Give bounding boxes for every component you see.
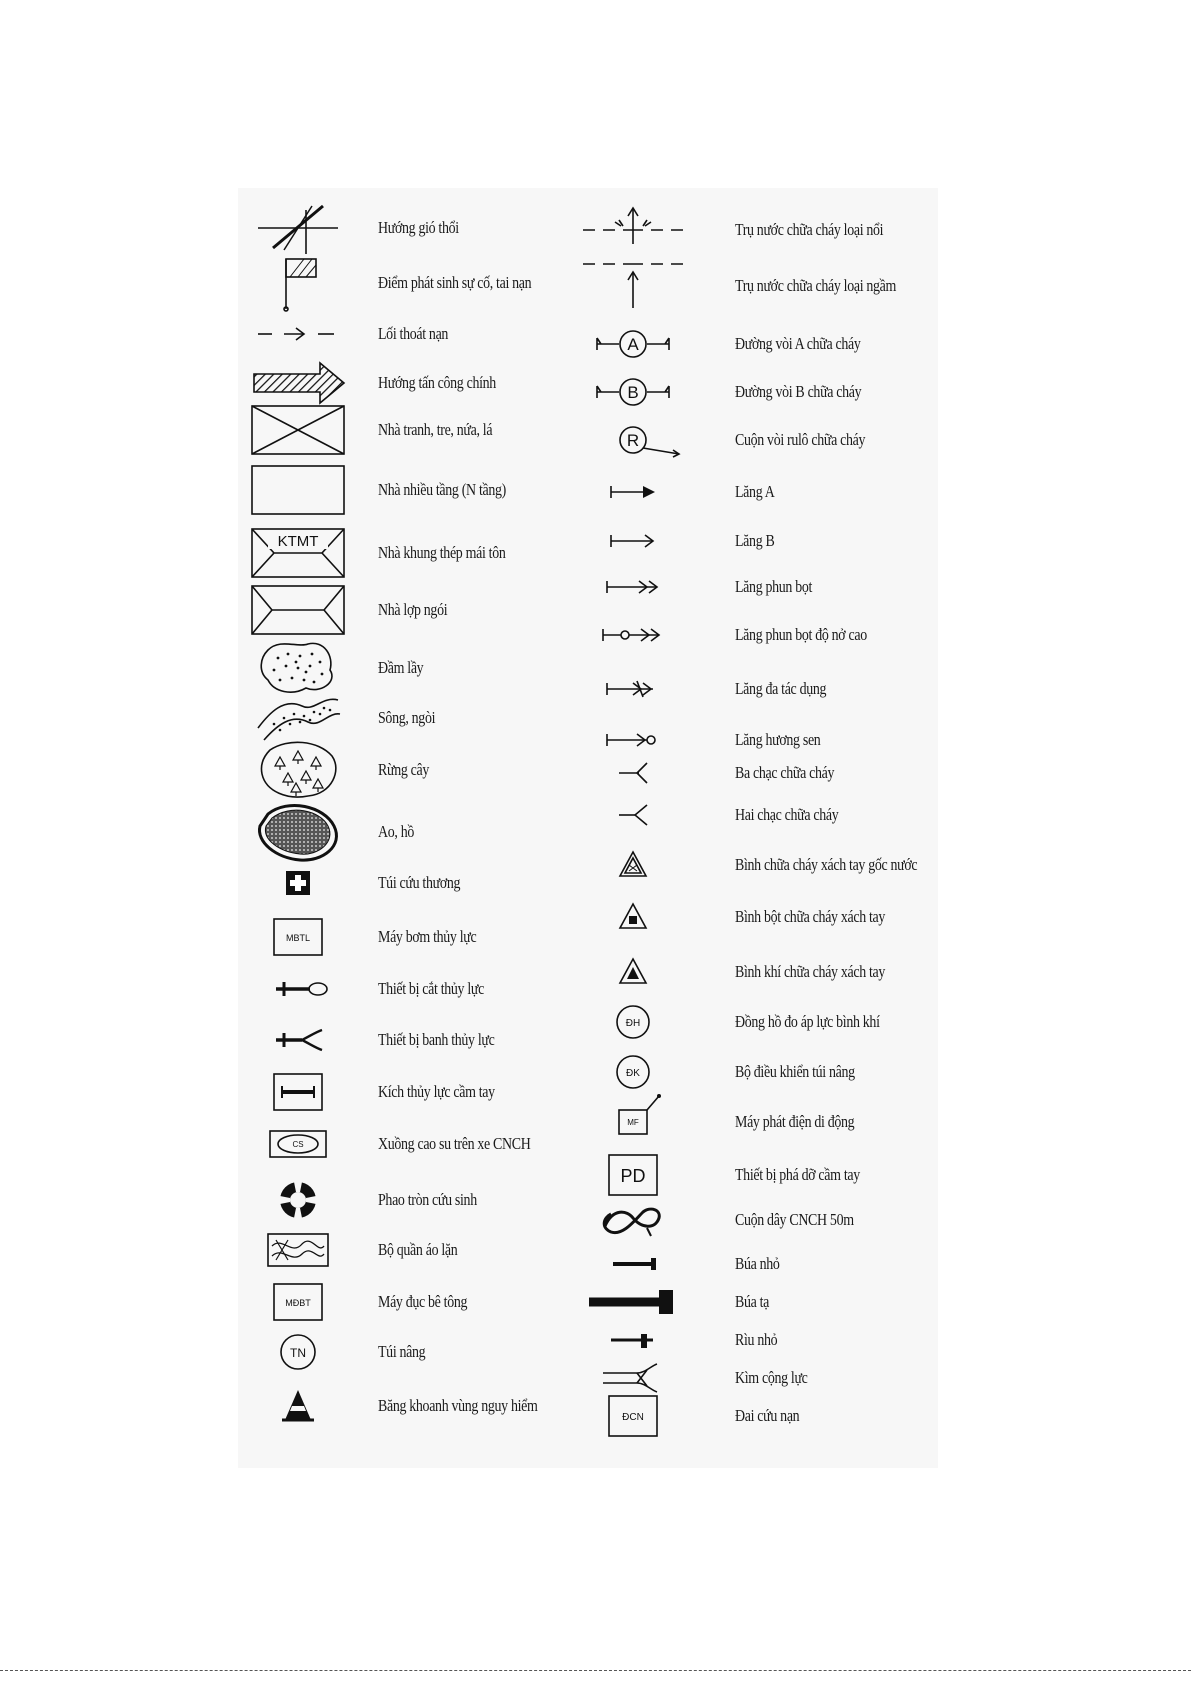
- legend-label: Nhà tranh, tre, nứa, lá: [378, 420, 493, 439]
- legend-label: Rừng cây: [378, 760, 430, 779]
- legend-label: Búa tạ: [735, 1292, 770, 1311]
- legend-label: Thiết bị banh thủy lực: [378, 1030, 495, 1049]
- legend-label: Lối thoát nạn: [378, 324, 449, 343]
- legend-label: Lăng phun bọt độ nở cao: [735, 625, 867, 644]
- hydraulic-jack-icon: [248, 1062, 348, 1122]
- legend-label: Sông, ngòi: [378, 708, 436, 727]
- multi-storey-house-icon: [248, 460, 348, 520]
- wind-direction-icon: [248, 198, 348, 258]
- legend-label: Túi nâng: [378, 1342, 426, 1361]
- lifting-bag-icon: [248, 1322, 348, 1382]
- legend-label: Lăng A: [735, 482, 775, 501]
- hydraulic-spreader-icon: [248, 1010, 348, 1070]
- legend-label: Điểm phát sinh sự cố, tai nạn: [378, 273, 532, 292]
- bamboo-house-icon: [248, 400, 348, 460]
- legend-label: Kích thủy lực cầm tay: [378, 1082, 495, 1101]
- legend-label: Máy bơm thủy lực: [378, 927, 477, 946]
- legend-label: Ba chạc chữa cháy: [735, 763, 835, 782]
- legend-label: Túi cứu thương: [378, 873, 461, 892]
- legend-label: Cuộn dây CNCH 50m: [735, 1210, 854, 1229]
- underground-hydrant-icon: [583, 256, 683, 316]
- legend-label: Đầm lầy: [378, 658, 424, 677]
- symbol-code: ĐCN: [622, 1412, 644, 1423]
- legend-label: Bộ điều khiển túi nâng: [735, 1062, 855, 1081]
- hydraulic-pump-icon: [248, 907, 348, 967]
- symbol-code: MF: [627, 1118, 639, 1127]
- hose-reel-icon: [583, 410, 683, 470]
- legend-label: Bình bột chữa cháy xách tay: [735, 907, 886, 926]
- above-ground-hydrant-icon: [583, 200, 683, 260]
- hazard-cone-icon: [248, 1376, 348, 1436]
- powder-extinguisher-icon: [583, 887, 683, 947]
- legend-label: Đường vòi A chữa cháy: [735, 334, 861, 353]
- legend-label: Kìm cộng lực: [735, 1368, 808, 1387]
- steel-frame-house-icon: [248, 523, 348, 583]
- symbol-code: MĐBT: [285, 1298, 311, 1308]
- legend-label: Cuộn vòi rulô chữa cháy: [735, 430, 866, 449]
- legend-label: Ao, hồ: [378, 822, 414, 841]
- water-extinguisher-icon: [583, 835, 683, 895]
- legend-label: Thiết bị phá dỡ cầm tay: [735, 1165, 860, 1184]
- legend-label: Lăng đa tác dụng: [735, 679, 827, 698]
- river-icon: [248, 688, 348, 748]
- legend-label: Trụ nước chữa cháy loại ngầm: [735, 276, 897, 295]
- legend-label: Hướng gió thổi: [378, 218, 459, 237]
- symbol-code: ĐH: [625, 1018, 641, 1029]
- forest-icon: [248, 740, 348, 800]
- legend-label: Trụ nước chữa cháy loại nổi: [735, 220, 884, 239]
- legend-label: Phao tròn cứu sinh: [378, 1190, 477, 1209]
- rubber-boat-icon: [248, 1114, 348, 1174]
- symbol-code: KTMT: [277, 533, 319, 550]
- page-edge-line: [0, 1670, 1191, 1672]
- legend-label: Rìu nhỏ: [735, 1330, 778, 1349]
- legend-label: Máy đục bê tông: [378, 1292, 468, 1311]
- legend-label: Nhà lợp ngói: [378, 600, 448, 619]
- legend-label: Bộ quần áo lặn: [378, 1240, 458, 1259]
- legend-label: Thiết bị cắt thủy lực: [378, 979, 484, 998]
- symbol-code: PD: [620, 1166, 646, 1186]
- first-aid-kit-icon: [248, 853, 348, 913]
- legend-label: Nhà nhiều tầng (N tầng): [378, 480, 506, 499]
- legend-label: Búa nhỏ: [735, 1254, 780, 1273]
- legend-label: Hai chạc chữa cháy: [735, 805, 839, 824]
- symbol-code: R: [626, 431, 640, 450]
- legend-label: Lăng phun bọt: [735, 577, 813, 596]
- legend-label: Máy phát điện di động: [735, 1112, 855, 1131]
- legend-label: Đồng hồ đo áp lực bình khí: [735, 1012, 880, 1031]
- symbol-code: ĐK: [626, 1068, 640, 1079]
- tile-roof-house-icon: [248, 580, 348, 640]
- symbol-code: B: [627, 383, 639, 402]
- rescue-belt-icon: [583, 1386, 683, 1446]
- legend-label: Đường vòi B chữa cháy: [735, 382, 862, 401]
- legend-label: Bình chữa cháy xách tay gốc nước: [735, 855, 918, 874]
- legend-label: Nhà khung thép mái tôn: [378, 543, 506, 562]
- symbol-code: A: [627, 335, 639, 354]
- legend-label: Hướng tấn công chính: [378, 373, 496, 392]
- legend-label: Đai cứu nạn: [735, 1406, 800, 1425]
- portable-generator-icon: [583, 1092, 683, 1152]
- symbol-code: TN: [290, 1346, 306, 1360]
- thermal-suit-icon: [248, 1220, 348, 1280]
- legend-label: Băng khoanh vùng nguy hiểm: [378, 1396, 538, 1415]
- symbol-code: CS: [292, 1140, 304, 1149]
- legend-label: Bình khí chữa cháy xách tay: [735, 962, 886, 981]
- legend-label: Xuồng cao su trên xe CNCH: [378, 1134, 531, 1153]
- legend-label: Lăng hương sen: [735, 730, 821, 749]
- legend-label: Lăng B: [735, 531, 775, 550]
- symbol-code: MBTL: [285, 933, 311, 943]
- high-expansion-foam-nozzle-icon: [583, 605, 683, 665]
